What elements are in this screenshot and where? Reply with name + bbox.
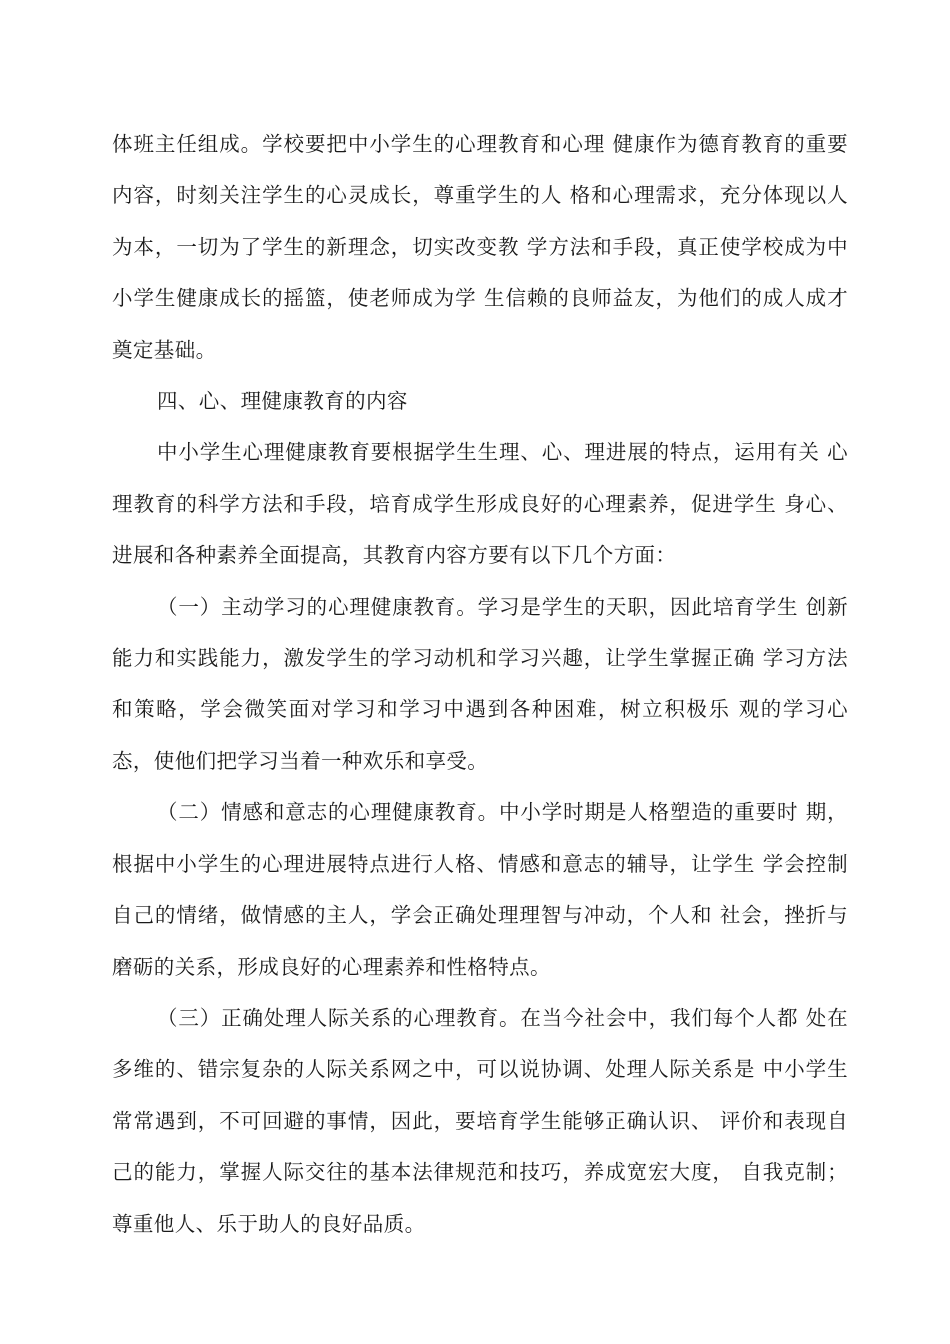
paragraph-5: （三）正确处理人际关系的心理教育。在当今社会中，我们每个人都 处在多维的、错宗复杂的人际关系网之中，可以说协调、处理人际关系是 中小学生常常遇到，不可回避的事情，因此，要培育学生能够正确认识、 评价和表现自己的能力，掌握人际交往的基本法律规范和技巧，养成宽宏大度， 自我克制；尊重他人、乐于助人的良好品质。 bbox=[112, 1005, 848, 1236]
section-heading: 四、心、理健康教育的内容 bbox=[157, 389, 408, 414]
paragraph-1: 体班主任组成。学校要把中小学生的心理教育和心理 健康作为德育教育的重要内容，时刻关注学生的心灵成长，尊重学生的人 格和心理需求，充分体现以人为本，一切为了学生的新理念，切实改变教 学方法和手段，真正使学校成为中小学生健康成长的摇篮，使老师成为学 生信赖的良师益友，为他们的成人成才奠定基础。 bbox=[112, 132, 848, 362]
paragraph-2: 中小学生心理健康教育要根据学生生理、心、理进展的特点，运用有关 心理教育的科学方法和手段，培育成学生形成良好的心理素养，促进学生 身心、进展和各种素养全面提高，其教育内容方要有以下几个方面： bbox=[112, 440, 848, 568]
paragraph-3: （一）主动学习的心理健康教育。学习是学生的天职，因此培育学生 创新能力和实践能力，激发学生的学习动机和学习兴趣，让学生掌握正确 学习方法和策略，学会微笑面对学习和学习中遇到各种困难，树立积极乐 观的学习心态，使他们把学习当着一种欢乐和享受。 bbox=[112, 594, 848, 773]
document-body bbox=[112, 119, 848, 1250]
paragraph-4: （二）情感和意志的心理健康教育。中小学时期是人格塑造的重要时 期，根据中小学生的心理进展特点进行人格、情感和意志的辅导，让学生 学会控制自己的情绪，做情感的主人，学会正确处理理智与冲动，个人和 社会，挫折与磨砺的关系，形成良好的心理素养和性格特点。 bbox=[112, 800, 848, 979]
